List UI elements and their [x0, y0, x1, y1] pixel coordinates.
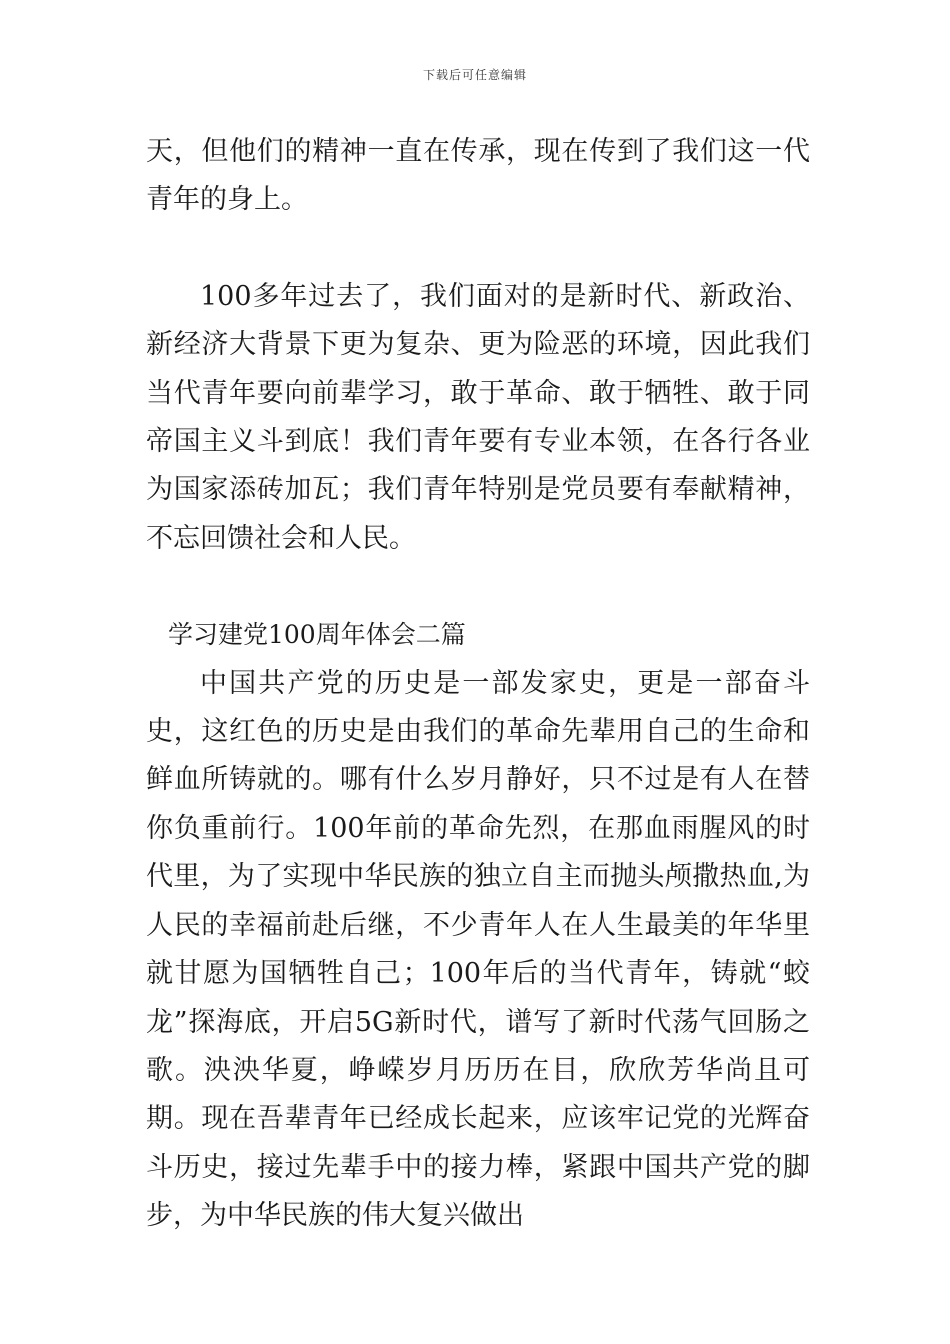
section-title: 学习建党100周年体会二篇 — [168, 620, 466, 650]
paragraph-gap — [146, 563, 810, 611]
page-header: 下载后可任意编辑 — [422, 68, 527, 82]
paragraph-continuation: 天，但他们的精神一直在传承，现在传到了我们这一代青年的身上。 — [146, 136, 810, 216]
paragraph-youth-responsibility: 100多年过去了，我们面对的是新时代、新政治、新经济大背景下更为复杂、更为险恶的环境，因此我们当代青年要向前辈学习，敢于革命、敢于牺牲、敢于同帝国主义斗到底！我们青年要有专业本领，在各行各业为国家添砖加瓦；我们青年特别是党员要有奉献精神，不忘回馈社会和人民。 — [146, 280, 810, 554]
document-body — [146, 128, 810, 1241]
paragraph-party-history: 中国共产党的历史是一部发家史，更是一部奋斗史，这红色的历史是由我们的革命先辈用自己的生命和鲜血所铸就的。哪有什么岁月静好，只不过是有人在替你负重前行。100年前的革命先烈，在那血雨腥风的时代里，为了实现中华民族的独立自主而抛头颅撒热血,为人民的幸福前赴后继，不少青年人在人生最美的年华里就甘愿为国牺牲自己；100年后的当代青年，铸就“蛟龙”探海底，开启5G新时代，谱写了新时代荡气回肠之歌。泱泱华夏，峥嵘岁月历历在目，欣欣芳华尚且可期。现在吾辈青年已经成长起来，应该牢记党的光辉奋斗历史，接过先辈手中的接力棒，紧跟中国共产党的脚步，为中华民族的伟大复兴做出 — [146, 667, 810, 1232]
paragraph-gap — [146, 225, 810, 273]
